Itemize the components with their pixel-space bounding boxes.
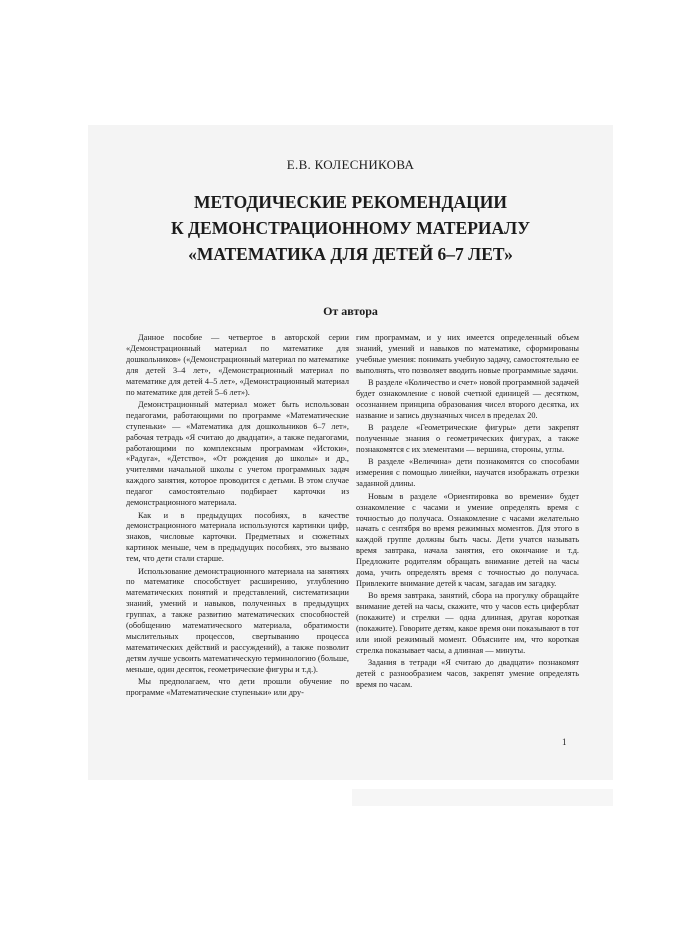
paragraph: Новым в разделе «Ориентировка во времени» будет ознакомление с часами и умение определять время с точностью до получаса. Ознакомление с часами желательно начать с сентября во время режимных моментов. Для этого в каждой группе должны быть часы. Дети учатся называть время завтрака, начала занятия, его окончание и т.д. Предложите родителям обращать внимание детей на часы дома, учить определять время с точностью до получаса. Привлеките внимание детей к часам, загадав им загадку. <box>356 491 579 588</box>
paragraph: В разделе «Геометрические фигуры» дети закрепят полученные знания о геометрических фигурах, а также познакомятся с их элементами — вершина, стороны, углы. <box>356 423 579 455</box>
title-line: МЕТОДИЧЕСКИЕ РЕКОМЕНДАЦИИ <box>193 192 508 212</box>
paragraph: Во время завтрака, занятий, сбора на прогулку обращайте внимание детей на часы, скажите, что у часов есть циферблат (покажите) и стрелки — одна длинная, другая короткая (покажите). Говорите детям, какое время они показывают в тот или иной режимный момент. Объясните им, что короткая стрелка показывает часы, а длинная — минуты. <box>356 591 579 655</box>
left-text-column <box>126 333 349 700</box>
book-page <box>88 125 613 780</box>
author-name: Е.В. КОЛЕСНИКОВА <box>286 157 415 172</box>
paragraph: Как и в предыдущих пособиях, в качестве демонстрационного материала используются картинки цифр, знаков, числовые карточки. Предметных и сюжетных картинок меньше, чем в предыдущих пособиях, это вызвано тем, что дети стали старше. <box>126 510 349 564</box>
right-text-column <box>356 333 579 693</box>
paragraph: Использование демонстрационного материала на занятиях по математике способствует расширению, углублению математических понятий и представлений, систематизации знаний, умений и навыков, полученных в предыдущих группах, а также развитию математических способностей (обобщению математического материала, обратимости мыслительных процессов, свертыванию процесса математических действий и рассуждений), а также позволит детям лучше усвоить математическую терминологию (больше, меньше, один десяток, геометрические фигуры и т.д.). <box>126 566 349 674</box>
title-line: К ДЕМОНСТРАЦИОННОМУ МАТЕРИАЛУ <box>170 218 531 238</box>
paragraph: Данное пособие — четвертое в авторской серии «Демонстрационный материал по математике для дошкольников» («Демонстрационный материал по математике для детей 3–4 лет», «Демонстрационный материал по математике для детей 4–5 лет», «Демонстрационный материал по математике для детей 5–6 лет»). <box>126 333 349 397</box>
paragraph: В разделе «Величина» дети познакомятся со способами измерения с помощью линейки, научатся изображать отрезки заданной длины. <box>356 457 579 489</box>
paragraph: В разделе «Количество и счет» новой программной задачей будет ознакомление с новой счетной единицей — десятком, осознанием принципа образования чисел второго десятка, их название и запись двузначных чисел в пределах 20. <box>356 378 579 420</box>
paragraph: Мы предполагаем, что дети прошли обучение по программе «Математические ступеньки» или дру- <box>126 677 349 697</box>
section-heading: От автора <box>323 304 378 318</box>
paragraph: Задания в тетради «Я считаю до двадцати» познакомят детей с разнообразием часов, закрепят умение определять время по часам. <box>356 658 579 690</box>
title-line: «МАТЕМАТИКА ДЛЯ ДЕТЕЙ 6–7 ЛЕТ» <box>188 244 513 264</box>
page-edge-shadow <box>352 789 613 806</box>
paragraph: Демонстрационный материал может быть использован педагогами, работающими по программе «Математические ступеньки» — «Математика для дошкольников 6–7 лет», рабочая тетрадь «Я считаю до двадцати», а также педагогами, работающими по комплексным программам «Истоки», «Радуга», «Детство», «От рождения до школы» и др., учителями начальной школы с учетом программных задач каждого занятия, которое проводится с детьми. В этом случае педагог самостоятельно подбирает карточки из демонстрационного материала. <box>126 399 349 508</box>
page-title <box>88 189 613 267</box>
paragraph: гим программам, и у них имеется определенный объем знаний, умений и навыков по математике, сформированы учебные умения: понимать учебную задачу, самостоятельно ее выполнять, что позволяет вводить новые программные задачи. <box>356 333 579 375</box>
page-number: 1 <box>562 737 567 747</box>
